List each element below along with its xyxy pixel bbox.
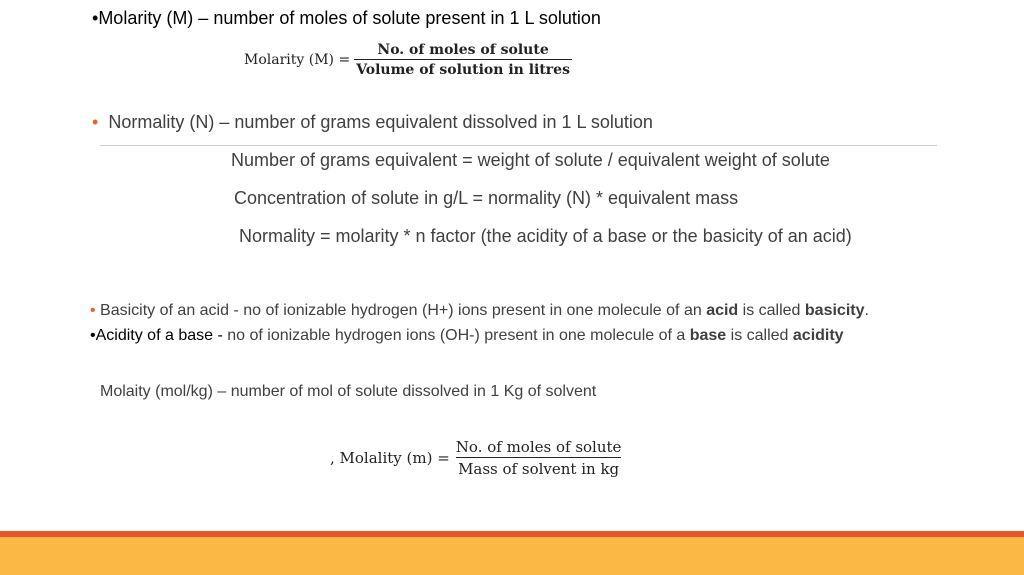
divider-line [100, 145, 937, 146]
molarity-denominator: Volume of solution in litres [354, 59, 572, 78]
molality-formula-lhs: , Molality (m) = [330, 449, 450, 467]
normality-line-1: Number of grams equivalent = weight of solute / equivalent weight of solute [231, 150, 830, 170]
bullet: • [90, 327, 96, 344]
molarity-heading [92, 8, 601, 29]
basicity-text-b: is called [738, 302, 805, 319]
bullet: • [92, 112, 99, 132]
basicity-line [90, 302, 869, 320]
molality-denominator: Mass of solvent in kg [456, 457, 621, 478]
basicity-text-a: Basicity of an acid - no of ionizable hydrogen (H+) ions present in one molecule of an [95, 302, 707, 319]
molarity-fraction [354, 42, 572, 78]
molarity-numerator: No. of moles of solute [377, 42, 549, 58]
acidity-text-b: is called [726, 327, 793, 344]
normality-heading [92, 112, 653, 133]
normality-line-3: Normality = molarity * n factor (the acidity of a base or the basicity of an acid) [239, 226, 852, 246]
molality-text: Molaity (mol/kg) – number of mol of solute dissolved in 1 Kg of solvent [100, 383, 597, 400]
normality-text: Normality (N) – number of grams equivalent dissolved in 1 L solution [108, 112, 653, 132]
acidity-lead: Acidity of a base - [95, 327, 228, 344]
molality-formula [330, 438, 623, 478]
basicity-bold-acid: acid [706, 302, 739, 319]
acidity-line [90, 327, 844, 345]
molality-numerator: No. of moles of solute [455, 438, 622, 456]
molarity-text: Molarity (M) – number of moles of solute present in 1 L solution [98, 8, 601, 28]
molality-fraction [454, 438, 624, 478]
molarity-formula-lhs: Molarity (M) = [244, 52, 351, 68]
acidity-bold-acidity: acidity [792, 327, 844, 344]
footer-bar [0, 537, 1024, 575]
acidity-bold-base: base [689, 327, 727, 344]
bullet: • [92, 8, 99, 28]
basicity-bold-basicity: basicity [804, 302, 865, 319]
molarity-formula [244, 42, 572, 78]
normality-line-2: Concentration of solute in g/L = normality (N) * equivalent mass [234, 188, 739, 208]
basicity-text-c: . [864, 302, 869, 319]
acidity-text-a: no of ionizable hydrogen ions (OH-) present in one molecule of a [227, 327, 690, 344]
bullet: • [90, 302, 96, 319]
